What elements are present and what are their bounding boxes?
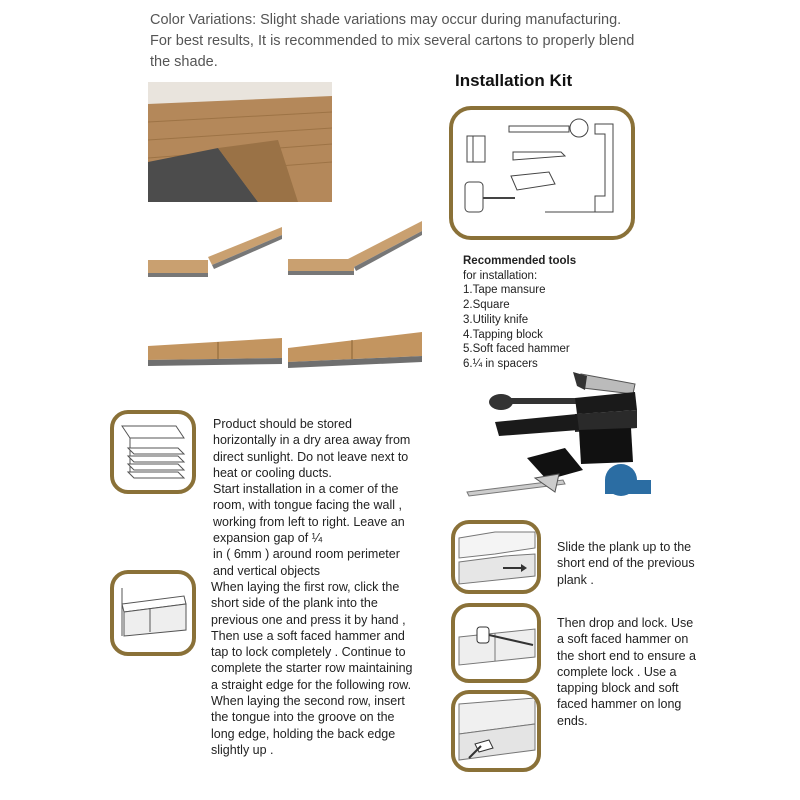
text-line: expansion gap of ¼ bbox=[213, 531, 323, 546]
tool-item: 5.Soft faced hammer bbox=[463, 343, 570, 356]
intro-line: Color Variations: Slight shade variations may occur during manufacturing. bbox=[150, 12, 622, 28]
text-line: complete lock . Use a bbox=[557, 664, 677, 679]
text-line: complete the starter row maintaining bbox=[211, 661, 413, 676]
locked-joint-photo-2 bbox=[288, 300, 422, 372]
tool-kit-illustration bbox=[453, 110, 631, 236]
text-line: heat or cooling ducts. bbox=[213, 465, 332, 480]
text-line: tap to lock completely . Continue to bbox=[211, 645, 406, 660]
tool-item: 1.Tape mansure bbox=[463, 284, 546, 297]
text-line: plank . bbox=[557, 572, 594, 587]
text-line: previous one and press it by hand , bbox=[211, 612, 406, 627]
click-joint-photo-2 bbox=[288, 215, 422, 285]
text-line: Then use a soft faced hammer and bbox=[211, 628, 405, 643]
text-line: faced hammer on long bbox=[557, 697, 682, 712]
floor-room-photo bbox=[148, 82, 332, 202]
slide-plank-illustration bbox=[455, 524, 537, 590]
text-line: Slide the plank up to the bbox=[557, 540, 692, 554]
tool-kit-frame bbox=[449, 106, 635, 240]
text-line: short end of the previous bbox=[557, 556, 695, 571]
intro-line: the shade. bbox=[150, 54, 218, 70]
tool-item: 4.Tapping block bbox=[463, 328, 543, 341]
text-line: horizontally in a dry area away from bbox=[213, 433, 411, 448]
slide-step-frame bbox=[451, 520, 541, 594]
text-line: direct sunlight. Do not leave next to bbox=[213, 449, 409, 464]
stacked-planks-illustration bbox=[114, 414, 192, 490]
text-line: slightly up . bbox=[211, 742, 274, 757]
text-line: room, with tongue facing the wall , bbox=[213, 498, 402, 513]
tool-item: 3.Utility knife bbox=[463, 313, 529, 326]
color-variation-note bbox=[150, 10, 670, 73]
text-line: Then drop and lock. Use bbox=[557, 616, 694, 630]
text-line: tapping block and soft bbox=[557, 681, 679, 696]
tools-photo bbox=[465, 370, 665, 500]
tapping-block-illustration bbox=[455, 694, 537, 768]
drop-lock-instructions bbox=[557, 615, 707, 729]
first-row-instructions bbox=[211, 579, 431, 758]
text-line: the short end to ensure a bbox=[557, 648, 696, 663]
text-line: the tongue into the groove on the bbox=[211, 710, 395, 725]
text-line: When laying the first row, click the bbox=[211, 580, 400, 594]
text-line: long edge, holding the back edge bbox=[211, 726, 396, 741]
text-line: in ( 6mm ) around room perimeter bbox=[213, 547, 400, 562]
drop-lock-frame bbox=[451, 603, 541, 683]
long-edge-frame bbox=[451, 690, 541, 772]
click-joint-photo-1 bbox=[148, 215, 282, 285]
first-row-illustration bbox=[114, 574, 192, 652]
first-row-frame bbox=[110, 570, 196, 656]
slide-instructions bbox=[557, 539, 707, 588]
tool-item: 2.Square bbox=[463, 299, 510, 312]
text-line: a soft faced hammer on bbox=[557, 632, 689, 647]
storage-frame bbox=[110, 410, 196, 494]
text-line: When laying the second row, insert bbox=[211, 694, 405, 709]
locked-joint-photo-1 bbox=[148, 300, 282, 372]
text-line: working from left to right. Leave an bbox=[213, 514, 405, 529]
tools-subheading: for installation: bbox=[463, 269, 538, 282]
installation-kit-title: Installation Kit bbox=[455, 71, 573, 90]
text-line: and vertical objects bbox=[213, 563, 321, 578]
hammer-tap-illustration bbox=[455, 607, 537, 679]
tool-item: 6.¼ in spacers bbox=[463, 357, 538, 370]
recommended-tools-list bbox=[463, 254, 576, 372]
text-line: Start installation in a comer of the bbox=[213, 482, 399, 497]
tools-heading: Recommended tools bbox=[463, 255, 577, 267]
storage-instructions bbox=[213, 416, 428, 579]
intro-line: For best results, It is recommended to mix several cartons to properly blend bbox=[150, 33, 635, 49]
text-line: a straight edge for the following row. bbox=[211, 677, 412, 692]
text-line: short side of the plank into the bbox=[211, 596, 378, 611]
text-line: Product should be stored bbox=[213, 417, 352, 431]
text-line: ends. bbox=[557, 713, 588, 728]
